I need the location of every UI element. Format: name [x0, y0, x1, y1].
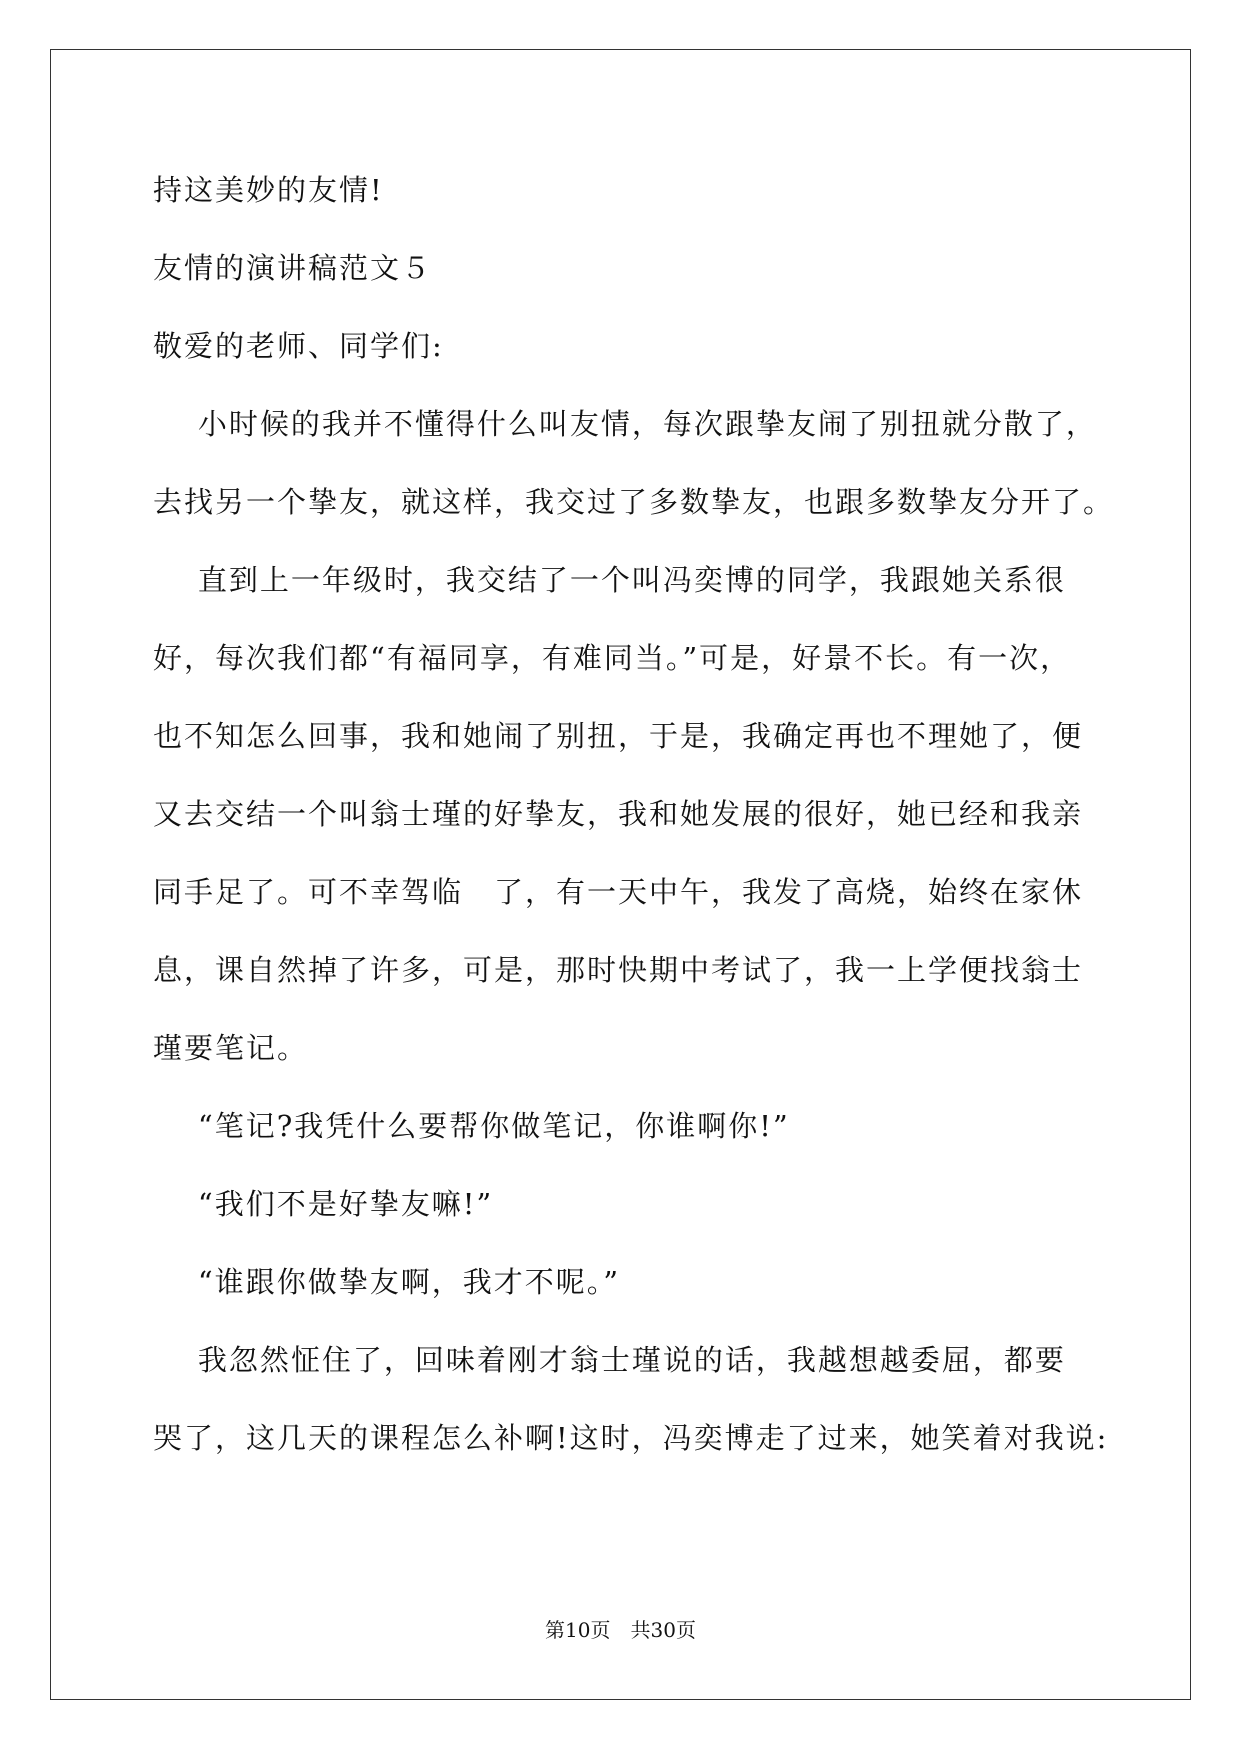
dialogue-line: “谁跟你做挚友啊，我才不呢。” [153, 1265, 621, 1299]
text-line: 小时候的我并不懂得什么叫友情，每次跟挚友闹了别扭就分散了， [153, 407, 1097, 441]
text-line: 也不知怎么回事，我和她闹了别扭，于是，我确定再也不理她了，便 [153, 719, 1084, 753]
section-title: 友情的演讲稿范文５ [153, 251, 433, 285]
text-line: 又去交结一个叫翁士瑾的好挚友，我和她发展的很好，她已经和我亲 [153, 797, 1084, 831]
text-line: 直到上一年级时，我交结了一个叫冯奕博的同学，我跟她关系很 [153, 563, 1066, 597]
text-line: 息，课自然掉了许多，可是，那时快期中考试了，我一上学便找翁士 [153, 953, 1084, 987]
text-line: 好，每次我们都“有福同享，有难同当。”可是，好景不长。有一次， [153, 641, 1072, 675]
text-line: 去找另一个挚友，就这样，我交过了多数挚友，也跟多数挚友分开了。 [153, 485, 1115, 519]
page-footer: 第10页 共30页 [545, 1618, 696, 1642]
text-line: 瑾要笔记。 [153, 1031, 309, 1065]
salutation: 敬爱的老师、同学们: [153, 329, 444, 363]
dialogue-line: “笔记?我凭什么要帮你做笔记，你谁啊你!” [153, 1109, 790, 1143]
text-line: 我忽然怔住了，回味着刚才翁士瑾说的话，我越想越委屈，都要 [153, 1343, 1066, 1377]
text-line: 哭了，这几天的课程怎么补啊!这时，冯奕博走了过来，她笑着对我说: [153, 1421, 1109, 1455]
dialogue-line: “我们不是好挚友嘛!” [153, 1187, 494, 1221]
text-line: 持这美妙的友情! [153, 173, 384, 207]
text-line: 同手足了。可不幸驾临 了，有一天中午，我发了高烧，始终在家休 [153, 875, 1084, 909]
